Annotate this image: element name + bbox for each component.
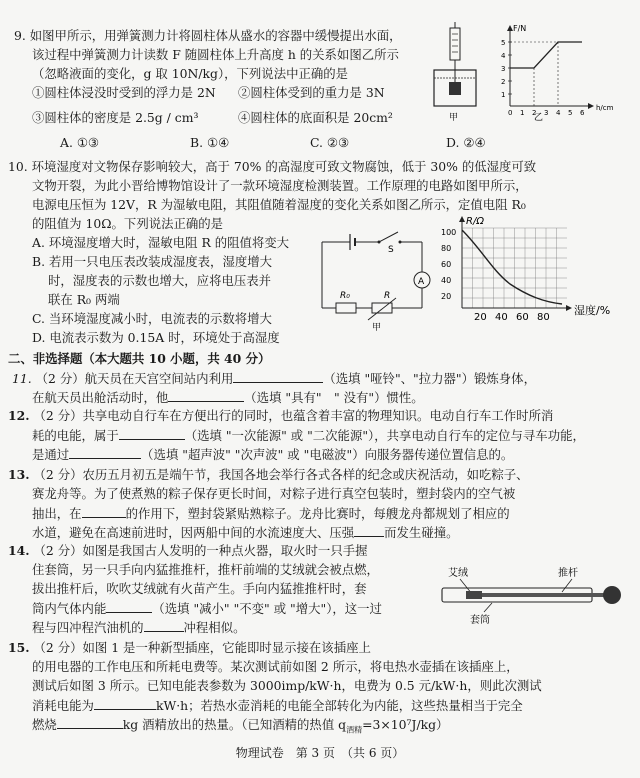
q12-line3: 是通过 （选填 "超声波" "次声波" 或 "电磁波"）向服务器传递位置信息的。 [32,447,514,462]
humidity-resistor-icon [372,303,392,313]
q9-line3: （忽略液面的变化，g 取 10N/kg），下列说法中正确的是 [32,66,349,81]
q9-statement-1: ①圆柱体浸没时受到的浮力是 2N [32,85,216,100]
q14-fire-piston-figure [432,566,628,626]
q14-airong-label: 艾绒 [448,568,468,579]
q9-xtick: 4 [556,109,561,117]
q10-resistance-curve [462,230,562,304]
q11-blank-1[interactable] [233,370,323,383]
q9-force-line [510,42,582,68]
switch-label: S [388,245,394,255]
q9-statement-4: ④圆柱体的底面积是 20cm² [238,110,393,125]
q9-statement-3: ③圆柱体的密度是 2.5g / cm³ [32,110,199,125]
q10-option-a: A. 环境湿度增大时，湿敏电阻 R 的阻值将变大 [32,235,290,250]
q14-blank-1[interactable] [106,600,152,613]
q15-line4: 消耗电能为 kW·h；若热水壶消耗的电能全部转化为内能，这些热量相当于完全 [32,698,523,713]
q9-ytick: 3 [501,65,506,73]
q12-line2: 耗的电能，属于 （选填 "一次能源" 或 "二次能源"），共享电动自行车的定位与寻车功能， [32,428,585,443]
q10-ytick: 60 [441,260,452,269]
q14-tuigan-label: 推杆 [558,568,578,579]
q10-line4: 的阻值为 10Ω。下列说法正确的是 [32,216,224,231]
q9-line2: 该过程中弹簧测力计读数 F 随圆柱体上升高度 h 的关系如图乙所示 [32,47,399,62]
switch-icon [379,232,398,242]
q15-blank-2[interactable] [57,716,123,729]
piston-rod-icon [482,593,604,597]
q14-line3: 拔出推杆后，吹吹艾绒就有火苗产生。手向内猛推推杆时，套 [32,581,367,596]
q13-blank-1[interactable] [82,505,126,518]
q9-ytick: 5 [501,39,506,47]
q9-line1: 9. 如图甲所示，用弹簧测力计将圆柱体从盛水的容器中缓慢提出水面， [14,28,402,43]
q9-xtick: 6 [580,109,585,117]
q10-ytick: 40 [441,276,452,285]
q14-taotong-label: 套筒 [470,615,490,626]
q13-line2: 赛龙舟等。为了使煮熟的粽子保存更长时间，对粽子进行真空包装时，塑封袋内的空气被 [32,486,516,501]
q9-xtick: 1 [520,109,525,117]
resistor-r0-label: R₀ [340,291,350,301]
q9-ytick: 1 [501,91,506,99]
q9-figure-jia [426,22,484,122]
q13-line1: 13. （2 分）农历五月初五是端午节，我国各地会举行各式各样的纪念或庆祝活动，如吃粽子、 [8,467,529,482]
q10-option-b-2: 时，湿度表的示数也增大，应将电压表并 [48,273,272,288]
q15-line3: 测试后如图 3 所示。已知电能表参数为 3000imp/kW·h，电费为 0.5 元/kW·h，则此次测试 [32,678,542,693]
q12-blank-2[interactable] [69,446,141,459]
q10-option-c: C. 当环境湿度减小时，电流表的示数将增大 [32,311,272,326]
q14-line2: 住套筒，另一只手向内猛推推杆，推杆前端的艾绒就会被点燃， [32,562,379,577]
q10-line1: 10. 环境湿度对文物保存影响较大，高于 70% 的高湿度可致文物腐蚀，低于 30% 的低湿度可致 [8,159,537,174]
q10-option-d: D. 电流表示数为 0.15A 时，环境处于高湿度 [32,330,280,345]
q10-line3: 电源电压恒为 12V，R 为湿敏电阻，其阻值随着湿度的变化关系如图乙所示，定值电阻 R₀ [32,197,526,212]
q9-statement-2: ②圆柱体受到的重力是 3N [238,85,385,100]
q10-xtick: 60 [516,312,529,323]
q10-line2: 文物开裂，为此小晋给博物馆设计了一款环境湿度检测装置。工作原理的电路如图甲所示， [32,178,528,193]
q12-blank-1[interactable] [119,427,185,440]
q11-blank-2[interactable] [168,389,244,402]
q9-option-b: B. ①④ [190,135,230,150]
piston-knob-icon [603,586,621,604]
q9-option-c: C. ②③ [310,135,350,150]
q9-ytick: 4 [501,52,506,60]
circuit-jia-label: 甲 [372,323,382,333]
q9-xtick: 3 [544,109,549,117]
q14-blank-2[interactable] [144,619,184,632]
q12-line1: 12. （2 分）共享电动自行车在方便出行的同时，也蕴含着丰富的物理知识。电动自行车工作时所消 [8,408,554,423]
q9-xtick: 0 [508,109,513,117]
q11-line2: 在航天员出舱活动时，他 （选填 "具有" " 没有"）惯性。 [32,390,424,405]
q10-ytick: 100 [441,228,457,237]
q10-option-b-3: 联在 R₀ 两端 [48,292,120,307]
section-2-title: 二、非选择题（本大题共 10 小题，共 40 分） [8,351,271,366]
q10-ytick: 20 [441,292,452,301]
q10-xtick: 20 [474,312,487,323]
q10-graph [440,214,630,326]
q9-yi-label: 乙 [534,113,544,122]
resistor-r-label: R [384,291,391,301]
q9-jia-label: 甲 [449,113,459,122]
q10-option-b-1: B. 若用一只电压表改装成湿度表，湿度增大 [32,254,273,269]
q15-line5: 燃烧 kg 酒精放出的热量。（已知酒精的热值 $q_{酒精}=3\times 10^7J/kg$） [32,717,449,735]
q9-ytick: 2 [501,78,506,86]
resistor-r0-icon [336,303,356,313]
q10-xtick: 40 [495,312,508,323]
q9-option-d: D. ②④ [446,135,486,150]
page-footer: 物理试卷 第 3 页 （共 6 页） [235,746,405,760]
q15-blank-1[interactable] [94,697,156,710]
q10-xtick: 80 [537,312,550,323]
q10-graph-xlabel: 湿度/% [574,304,611,317]
q9-xtick: 5 [568,109,573,117]
q9-graph-xlabel: h/cm [596,104,614,112]
q10-graph-ylabel: R/Ω [466,216,484,227]
q10-circuit [312,228,436,334]
q11-line1: 11. （2 分）航天员在天宫空间站内利用 （选填 "哑铃"、"拉力器"）锻炼身体， [12,371,536,386]
q13-line3: 抽出，在 的作用下，塑封袋紧贴熟粽子。龙舟比赛时，每艘龙舟都规划了相应的 [32,506,510,521]
q13-blank-2[interactable] [354,524,384,537]
ammeter-label: A [418,277,425,287]
q15-line1: 15. （2 分）如图 1 是一种新型插座，它能即时显示接在该插座上 [8,640,371,655]
q9-graph-ylabel: F/N [513,24,527,33]
q9-option-a: A. ①③ [60,135,100,150]
q14-line4: 筒内气体内能 （选填 "减小" "不变" 或 "增大"），这一过 [32,601,382,616]
q9-figure-yi [490,22,630,122]
tinder-icon [466,591,482,599]
q14-line5: 程与四冲程汽油机的 冲程相似。 [32,620,246,635]
q14-line1: 14. （2 分）如图是我国古人发明的一种点火器，取火时一只手握 [8,543,368,558]
q13-line4: 水道，避免在高速前进时，因两船中间的水流速度大、压强 而发生碰撞。 [32,525,459,540]
q10-ytick: 80 [441,244,452,253]
q15-line2: 的用电器的工作电压和所耗电费等。某次测试前如图 2 所示，将电热水壶插在该插座上， [32,659,519,674]
q9-xtick: 2 [532,109,537,117]
